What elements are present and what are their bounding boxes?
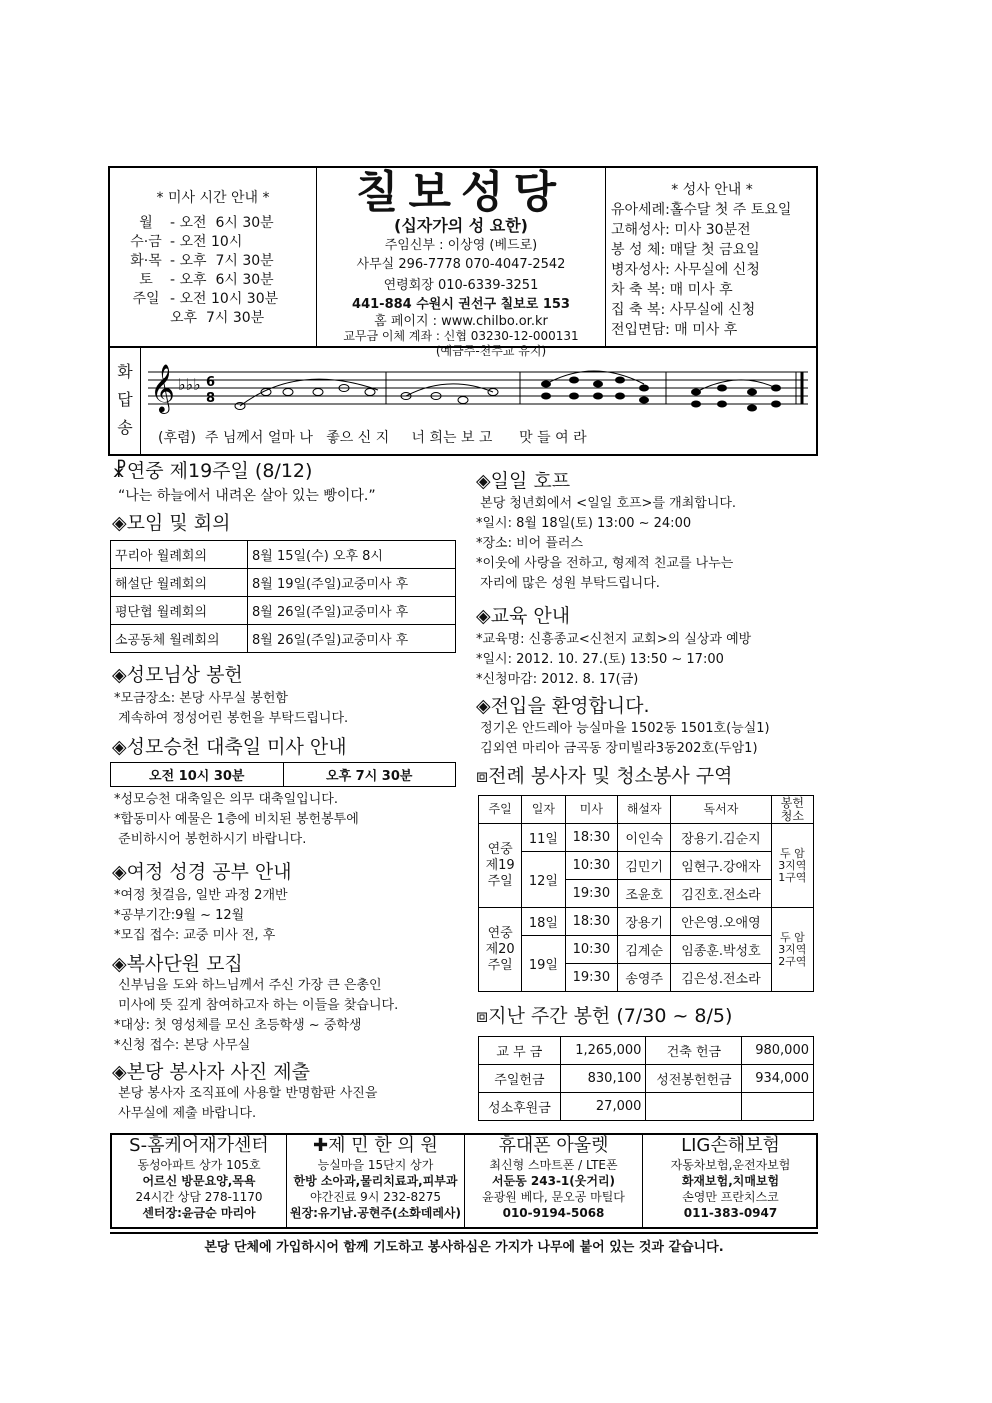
pastor: 주임신부 : 이상영 (베드로) <box>384 238 538 253</box>
meeting-row <box>111 541 456 569</box>
assumption-times-table <box>110 762 456 787</box>
meeting-name: 평단협 월례회의 <box>111 597 248 625</box>
assumption-time-2: 오후 7시 30분 <box>283 763 456 787</box>
svg-text:6: 6 <box>206 375 216 390</box>
statue-title: ◈성모님상 봉헌 <box>112 664 243 686</box>
education-title: ◈교육 안내 <box>476 605 571 627</box>
offering-amount: 980,000 <box>742 1037 814 1065</box>
photo-line: 사무실에 제출 바랍니다. <box>114 1106 257 1121</box>
ad-line: 센터장:윤금순 마리아 <box>142 1206 256 1220</box>
ad-line: 최신형 스마트폰 / LTE폰 <box>489 1158 618 1172</box>
service-header-cell: 독서자 <box>671 796 771 824</box>
offering-label: 성소후원금 <box>479 1093 561 1121</box>
hope-line: 본당 청년회에서 <일일 호프>를 개최합니다. <box>476 496 737 511</box>
offering-label: 성전봉헌헌금 <box>646 1065 742 1093</box>
mass-day: 화·목 <box>130 253 162 269</box>
meeting-time: 8월 26일(주일)교중미사 후 <box>248 625 456 653</box>
service-sunday: 연중 제20 주일 <box>479 908 522 992</box>
ad-line: 윤광원 베다, 문오공 마틸다 <box>482 1190 625 1204</box>
altar-servers-title: ◈복사단원 모집 <box>112 953 243 975</box>
offering-table <box>478 1036 814 1121</box>
psalm-box <box>108 346 818 456</box>
service-reader: 안은영.오애영 <box>671 908 771 936</box>
meeting-name: 꾸리아 월례회의 <box>111 541 248 569</box>
service-mass: 19:30 <box>565 964 618 992</box>
ad-line: 서둔동 243-1(웃거리) <box>491 1174 616 1188</box>
service-commentator: 김계순 <box>618 936 671 964</box>
sacrament-item: 유아세례:홀수달 첫 주 토요일 <box>611 202 792 218</box>
mass-time: - 오후 6시 30분 <box>170 272 274 288</box>
sunday-title: ☧연중 제19주일 (8/12) <box>112 460 313 482</box>
offering-amount: 934,000 <box>742 1065 814 1093</box>
mass-day: 수·금 <box>130 234 162 250</box>
mass-day <box>122 309 170 328</box>
education-line: *일시: 2012. 10. 27.(토) 13:50 ~ 17:00 <box>476 652 724 667</box>
ad-line: 야간진료 9시 232-8275 <box>310 1190 441 1204</box>
education-text <box>476 630 751 690</box>
offering-amount: 27,000 <box>560 1093 646 1121</box>
service-title: ⧈전례 봉사자 및 청소봉사 구역 <box>476 765 733 787</box>
service-date: 18일 <box>522 908 565 936</box>
bible-line: *여정 첫걸음, 일반 과정 2개반 <box>114 888 288 903</box>
bank-account: 교무금 이체 계좌 : 신협 03230-12-000131 <box>343 329 579 343</box>
hope-line: *일시: 8월 18일(토) 13:00 ~ 24:00 <box>476 516 692 531</box>
mass-time-row <box>122 233 278 252</box>
service-commentator: 조윤호 <box>618 880 671 908</box>
meeting-time: 8월 26일(주일)교중미사 후 <box>248 597 456 625</box>
welcome-title: ◈전입을 환영합니다. <box>476 695 650 717</box>
sacrament-item: 고해성사: 미사 30분전 <box>611 222 751 238</box>
hope-line: *장소: 비어 플러스 <box>476 536 584 551</box>
church-subtitle: (십자가의 성 요한) <box>394 216 528 235</box>
service-mass: 18:30 <box>565 824 618 852</box>
meeting-name: 해설단 월례회의 <box>111 569 248 597</box>
hope-text <box>476 494 736 594</box>
service-sunday: 연중 제19 주일 <box>479 824 522 908</box>
assumption-line: 준비하시어 봉헌하시기 바랍니다. <box>114 832 307 847</box>
sacraments-panel <box>607 168 817 340</box>
ad-line: 손영만 프란치스코 <box>682 1190 779 1204</box>
sacrament-item: 봉 성 체: 매달 첫 금요일 <box>611 242 760 258</box>
offering-row <box>479 1065 814 1093</box>
service-reader: 임종훈.박성호 <box>671 936 771 964</box>
psalm-label-char: 화 <box>117 362 133 381</box>
statue-text <box>114 689 348 729</box>
ad-line: 010-9194-5068 <box>502 1206 605 1220</box>
photo-submit-text <box>114 1084 377 1124</box>
mass-time: - 오전 10시 30분 <box>170 291 279 307</box>
service-header-cell: 봉헌 청소 <box>771 796 813 824</box>
meeting-name: 소공동체 월례회의 <box>111 625 248 653</box>
service-date: 11일 <box>522 824 565 852</box>
offering-label: 건축 헌금 <box>646 1037 742 1065</box>
ad-line: 능실마을 15단지 상가 <box>317 1158 434 1172</box>
offering-row <box>479 1093 814 1121</box>
homepage: 홈 페이지 : www.chilbo.or.kr <box>374 314 548 329</box>
welcome-line: 김외연 마리아 금곡동 장미빌라3동202호(두암1) <box>476 741 758 756</box>
assumption-time-1: 오전 10시 30분 <box>111 763 284 787</box>
photo-submit-title: ◈본당 봉사자 사진 제출 <box>112 1061 310 1083</box>
bible-study-text <box>114 886 288 946</box>
altar-line: *대상: 첫 영성체를 모신 초등학생 ~ 중학생 <box>114 1018 362 1033</box>
offering-label <box>646 1093 742 1121</box>
bible-line: *모집 접수: 교중 미사 전, 후 <box>114 928 276 943</box>
service-mass: 10:30 <box>565 852 618 880</box>
meeting-row <box>111 625 456 653</box>
meetings-title: ◈모임 및 회의 <box>112 512 231 534</box>
service-header-cell: 미사 <box>565 796 618 824</box>
assumption-text <box>114 790 359 850</box>
mass-time: 오후 7시 30분 <box>170 310 265 326</box>
service-commentator: 김민기 <box>618 852 671 880</box>
address: 441-884 수원시 권선구 칠보로 153 <box>352 297 570 312</box>
offering-amount: 1,265,000 <box>560 1037 646 1065</box>
offering-label: 주일헌금 <box>479 1065 561 1093</box>
footer-text: 본당 단체에 가입하시어 함께 기도하고 봉사하심은 가지가 나무에 붙어 있는 것과 같습니다. <box>204 1240 724 1255</box>
mass-time: - 오후 7시 30분 <box>170 253 274 269</box>
service-date: 19일 <box>522 936 565 992</box>
ad-line: 011-383-0947 <box>683 1206 778 1220</box>
education-line: *신청마감: 2012. 8. 17(금) <box>476 672 639 687</box>
sacraments-title: * 성사 안내 * <box>671 182 753 198</box>
svg-text:♭♭♭: ♭♭♭ <box>178 375 201 394</box>
altar-line: 신부님을 도와 하느님께서 주신 가장 큰 은총인 <box>114 978 382 993</box>
mass-time: - 오전 10시 <box>170 234 243 250</box>
service-row <box>479 824 814 852</box>
music-staff <box>148 362 813 422</box>
church-panel <box>317 168 605 359</box>
service-mass: 10:30 <box>565 936 618 964</box>
service-mass: 18:30 <box>565 908 618 936</box>
altar-line: 미사에 뜻 깊게 참여하고자 하는 이들을 찾습니다. <box>114 998 399 1013</box>
account-holder: (예금주-천주교 유지) <box>435 344 547 358</box>
assumption-line: *합동미사 예물은 1층에 비치된 봉헌봉투에 <box>114 812 359 827</box>
education-line: *교육명: 신흥종교<신천지 교회>의 실상과 예방 <box>476 632 752 647</box>
service-header-cell: 주일 <box>479 796 522 824</box>
hope-line: *이웃에 사랑을 전하고, 형제적 친교를 나누는 <box>476 556 734 571</box>
mass-time-row <box>122 309 278 328</box>
ad-line: 한방 소아과,물리치료과,피부과 <box>293 1174 458 1188</box>
bible-line: *공부기간:9월 ~ 12월 <box>114 908 245 923</box>
ad-line: 화재보험,치매보험 <box>681 1174 780 1188</box>
svg-text:8: 8 <box>206 391 216 406</box>
sacrament-item: 집 축 복: 사무실에 신청 <box>611 302 756 318</box>
welcome-text <box>476 719 770 759</box>
ad-block <box>643 1135 818 1227</box>
ad-line: 24시간 상담 278-1170 <box>135 1190 263 1204</box>
sacrament-item: 차 축 복: 매 미사 후 <box>611 282 733 298</box>
council-president: 연령회장 010-6339-3251 <box>383 278 539 293</box>
assumption-line: *성모승천 대축일은 의무 대축일입니다. <box>114 792 338 807</box>
mass-time-row <box>122 214 278 233</box>
service-header-cell: 해설자 <box>618 796 671 824</box>
treble-clef-icon: 𝄞 <box>150 363 175 412</box>
ad-title: S-홈케어재가센터 <box>129 1135 269 1156</box>
psalm-label-char: 송 <box>117 418 133 437</box>
service-header-cell: 일자 <box>522 796 565 824</box>
altar-servers-text <box>114 976 398 1056</box>
ad-title: LIG손해보험 <box>681 1135 780 1156</box>
sacrament-item: 전입면담: 매 미사 후 <box>611 322 738 338</box>
service-date: 12일 <box>522 852 565 908</box>
assumption-title: ◈성모승천 대축일 미사 안내 <box>112 736 347 758</box>
altar-line: *신청 접수: 본당 사무실 <box>114 1038 251 1053</box>
service-reader: 김진호.전소라 <box>671 880 771 908</box>
service-row <box>479 936 814 964</box>
service-table <box>478 795 814 992</box>
hope-title: ◈일일 호프 <box>476 470 571 492</box>
offering-label: 교 무 금 <box>479 1037 561 1065</box>
ad-title: 휴대폰 아울렛 <box>498 1135 609 1156</box>
psalm-lyrics: (후렴) 주 님께서 얼마 나 좋으 신 지 너 희는 보 고 맛 들 여 라 <box>158 430 587 446</box>
service-reader: 장용기.김순지 <box>671 824 771 852</box>
bible-study-title: ◈여정 성경 공부 안내 <box>112 861 292 883</box>
meeting-row <box>111 569 456 597</box>
service-reader: 김은성.전소라 <box>671 964 771 992</box>
header-box <box>108 166 818 358</box>
offering-amount <box>742 1093 814 1121</box>
mass-day: 토 <box>139 272 153 288</box>
mass-time-row <box>122 252 278 271</box>
meeting-row <box>111 597 456 625</box>
service-commentator: 송영주 <box>618 964 671 992</box>
mass-time-row <box>122 271 278 290</box>
service-row <box>479 908 814 936</box>
service-reader: 임현구.강애자 <box>671 852 771 880</box>
mass-times-title: * 미사 시간 안내 * <box>156 190 270 206</box>
statue-line: *모금장소: 본당 사무실 봉헌함 <box>114 691 288 706</box>
service-commentator: 이인숙 <box>618 824 671 852</box>
service-commentator: 장용기 <box>618 908 671 936</box>
statue-line: 계속하여 정성어린 봉헌을 부탁드립니다. <box>114 711 349 726</box>
office-phone: 사무실 296-7778 070-4047-2542 <box>356 257 566 272</box>
ad-block <box>287 1135 464 1227</box>
sacrament-item: 병자성사: 사무실에 신청 <box>611 262 760 278</box>
welcome-line: 정기온 안드레아 능실마을 1502동 1501호(능실1) <box>476 721 770 736</box>
psalm-label-char: 답 <box>117 390 133 409</box>
church-name: 칠보성당 <box>355 167 566 218</box>
service-row <box>479 852 814 880</box>
mass-day: 월 <box>139 215 153 231</box>
service-mass: 19:30 <box>565 880 618 908</box>
meetings-table <box>110 540 456 653</box>
mass-time: - 오전 6시 30분 <box>170 215 274 231</box>
mass-times-list <box>122 214 278 328</box>
sunday-quote: “나는 하늘에서 내려온 살아 있는 빵이다.” <box>118 488 376 504</box>
ad-line: 어르신 방문요양,목욕 <box>142 1174 256 1188</box>
meeting-time: 8월 19일(주일)교중미사 후 <box>248 569 456 597</box>
ad-title: ✚제 민 한 의 원 <box>313 1135 438 1156</box>
ad-line: 동성아파트 상가 105호 <box>137 1158 261 1172</box>
hope-line: 자리에 많은 성원 부탁드립니다. <box>476 576 660 591</box>
ad-line: 원장:유기남.공현주(소화데레사) <box>289 1206 462 1220</box>
ad-block <box>112 1135 286 1227</box>
photo-line: 본당 봉사자 조직표에 사용할 반명함판 사진을 <box>114 1086 378 1101</box>
offering-title: ⧈지난 주간 봉헌 (7/30 ~ 8/5) <box>476 1005 733 1027</box>
service-cleaning: 두 암 3지역 2구역 <box>771 908 813 992</box>
offering-row <box>479 1037 814 1065</box>
service-header-row <box>479 796 814 824</box>
offering-amount: 830,100 <box>560 1065 646 1093</box>
mass-day: 주일 <box>132 291 160 307</box>
service-cleaning: 두 암 3지역 1구역 <box>771 824 813 908</box>
ads-box <box>110 1133 818 1229</box>
ad-block <box>465 1135 642 1227</box>
sacraments-list <box>607 200 817 340</box>
psalm-label <box>110 358 140 442</box>
ad-line: 자동차보험,운전자보험 <box>670 1158 791 1172</box>
mass-time-row <box>122 290 278 309</box>
meeting-time: 8월 15일(수) 오후 8시 <box>248 541 456 569</box>
